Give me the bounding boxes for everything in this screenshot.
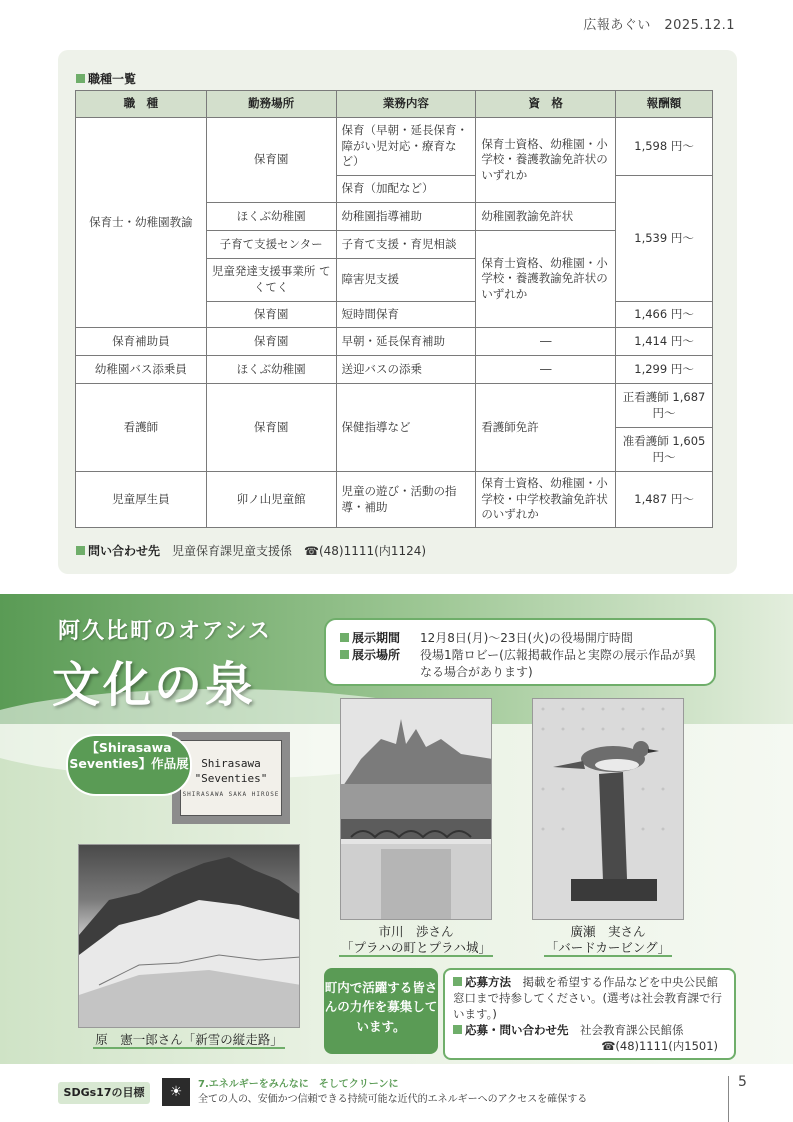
job-pay-cell: 1,466 円～ <box>616 302 713 328</box>
job-place-cell: ほくぶ幼稚園 <box>206 203 336 231</box>
job-list-panel <box>58 50 737 574</box>
square-bullet-icon <box>340 633 349 642</box>
page-number: 5 <box>738 1074 747 1090</box>
job-work-cell: 保育（加配など） <box>336 176 476 203</box>
job-place-cell: 児童発達支援事業所 てくてく <box>206 259 336 302</box>
exhibit-info-box <box>324 618 716 686</box>
job-pay-cell: 准看護師 1,605 円～ <box>616 428 713 472</box>
job-place-cell: 子育て支援センター <box>206 231 336 259</box>
col-header-place: 勤務場所 <box>206 91 336 118</box>
job-qual-cell: 保育士資格、幼稚園・小学校・中学校教諭免許状のいずれか <box>476 472 616 528</box>
job-pay-cell: 1,487 円～ <box>616 472 713 528</box>
job-qual-cell: ― <box>476 328 616 356</box>
job-type-cell: 児童厚生員 <box>76 472 207 528</box>
job-work-cell: 児童の遊び・活動の指導・補助 <box>336 472 476 528</box>
job-contact: 問い合わせ先 児童保育課児童支援係 ☎(48)1111(内1124) <box>76 542 426 559</box>
table-row <box>76 328 713 356</box>
caption-prague: 市川 渉さん 「プラハの町とプラハ城」 <box>340 924 491 956</box>
job-pay-cell: 1,539 円～ <box>616 176 713 302</box>
exhibit-place-row: 展示場所 役場1階ロビー(広報掲載作品と実際の展示作品が異なる場合があります) <box>340 647 700 681</box>
square-bullet-icon <box>76 74 85 83</box>
job-work-cell: 送迎バスの添乗 <box>336 356 476 384</box>
table-row <box>76 356 713 384</box>
sdg-label: SDGs17の目標 <box>58 1082 150 1104</box>
job-table <box>75 90 713 528</box>
job-place-cell: 保育園 <box>206 328 336 356</box>
job-work-cell: 幼稚園指導補助 <box>336 203 476 231</box>
job-work-cell: 早朝・延長保育補助 <box>336 328 476 356</box>
col-header-type: 職 種 <box>76 91 207 118</box>
job-place-cell: 卯ノ山児童館 <box>206 472 336 528</box>
issue-header: 広報あぐい 2025.12.1 <box>583 18 735 33</box>
sdg-goal-text: 7.エネルギーをみんなに そしてクリーンに 全ての人の、安価かつ信頼できる持続可能な近代的エネルギーへのアクセスを確保する <box>198 1079 588 1105</box>
job-place-cell: 保育園 <box>206 384 336 472</box>
footer-divider <box>728 1076 729 1122</box>
job-work-cell: 子育て支援・育児相談 <box>336 231 476 259</box>
prague-drawing <box>340 698 492 920</box>
exhibit-badge: 【Shirasawa Seventies】作品展 <box>66 734 192 796</box>
job-pay-cell: 1,414 円～ <box>616 328 713 356</box>
table-row <box>76 118 713 176</box>
exhibit-period-row: 展示期間 12月8日(月)～23日(火)の役場開庁時間 <box>340 630 700 647</box>
culture-section <box>0 594 793 1064</box>
square-bullet-icon <box>453 977 462 986</box>
bird-carving-photo <box>532 698 684 920</box>
table-row <box>76 384 713 428</box>
job-place-cell: ほくぶ幼稚園 <box>206 356 336 384</box>
job-pay-cell: 1,598 円～ <box>616 118 713 176</box>
job-work-cell: 保育（早朝・延長保育・障がい児対応・療育など） <box>336 118 476 176</box>
job-type-cell: 保育補助員 <box>76 328 207 356</box>
square-bullet-icon <box>76 546 85 555</box>
job-pay-cell: 正看護師 1,687 円～ <box>616 384 713 428</box>
col-header-pay: 報酬額 <box>616 91 713 118</box>
job-qual-cell: 看護師免許 <box>476 384 616 472</box>
job-type-cell: 保育士・幼稚園教諭 <box>76 118 207 328</box>
sdg-footer <box>58 1078 718 1108</box>
job-work-cell: 短時間保育 <box>336 302 476 328</box>
job-qual-cell: ― <box>476 356 616 384</box>
job-list-title: 職種一覧 <box>76 70 136 87</box>
table-row <box>76 472 713 528</box>
square-bullet-icon <box>340 650 349 659</box>
square-bullet-icon <box>453 1025 462 1034</box>
job-work-cell: 保健指導など <box>336 384 476 472</box>
section-title: 文化の泉 <box>52 657 257 713</box>
energy-icon: ☀ <box>162 1078 190 1106</box>
apply-info-box: 応募方法 掲載を希望する作品などを中央公民館窓口まで持参してください。(選考は社会教育課で行います。) 応募・問い合わせ先 社会教育課公民館係 ☎(48)1111(内1501) <box>443 968 736 1060</box>
caption-bird: 廣瀬 実さん 「バードカービング」 <box>545 924 671 956</box>
mountain-photo <box>78 844 300 1028</box>
job-place-cell: 保育園 <box>206 302 336 328</box>
job-qual-cell: 幼稚園教諭免許状 <box>476 203 616 231</box>
caption-mountain: 原 憲一郎さん「新雪の縦走路」 <box>95 1032 283 1047</box>
sign-photo: Shirasawa "Seventies" SHIRASAWA SAKA HIROSE <box>172 732 290 824</box>
col-header-work: 業務内容 <box>336 91 476 118</box>
col-header-qual: 資 格 <box>476 91 616 118</box>
section-subtitle: 阿久比町のオアシス <box>58 618 272 644</box>
job-pay-cell: 1,299 円～ <box>616 356 713 384</box>
job-qual-cell: 保育士資格、幼稚園・小学校・養護教諭免許状のいずれか <box>476 231 616 328</box>
table-header-row <box>76 91 713 118</box>
job-type-cell: 幼稚園バス添乗員 <box>76 356 207 384</box>
job-type-cell: 看護師 <box>76 384 207 472</box>
job-work-cell: 障害児支援 <box>336 259 476 302</box>
recruit-banner: 町内で活躍する皆さんの力作を募集しています。 <box>324 968 438 1054</box>
job-place-cell: 保育園 <box>206 118 336 203</box>
job-qual-cell: 保育士資格、幼稚園・小学校・養護教諭免許状のいずれか <box>476 118 616 203</box>
